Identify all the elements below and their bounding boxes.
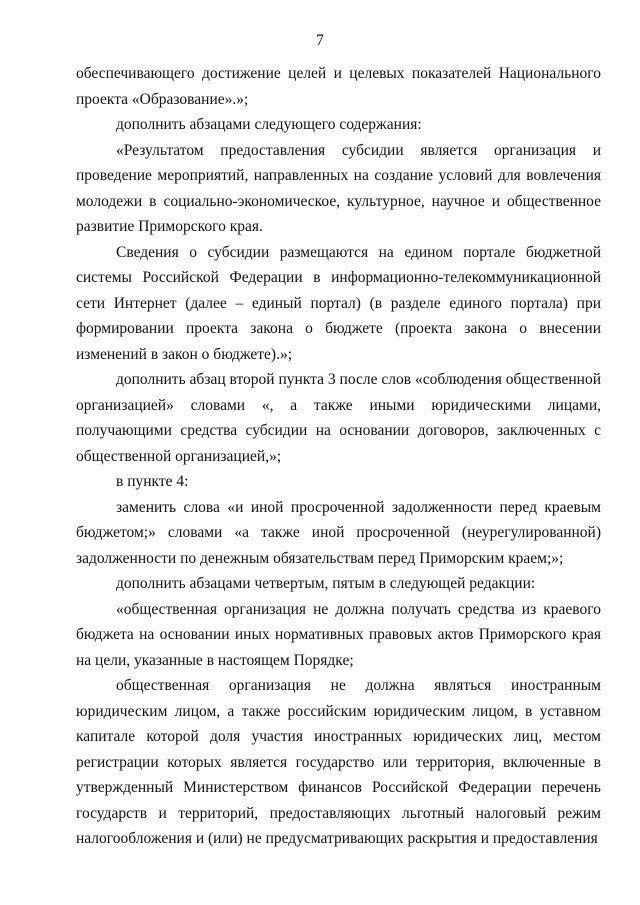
paragraph: Сведения о субсидии размещаются на едином портале бюджетной системы Российской Федерации в информационно-телекоммуникационной сети Интернет (далее – единый портал) (в разделе единого портала) при формировании проекта закона о бюджете (проекта закона о внесении изменений в закон о бюджете).»; — [76, 243, 601, 363]
document-body — [76, 61, 601, 852]
page-number: 7 — [316, 32, 324, 49]
paragraph: заменить слова «и иной просроченной задолженности перед краевым бюджетом;» словами «а также иной просроченной (неурегулированной) задолженности по денежным обязательствам перед Приморским краем;»; — [76, 498, 601, 567]
paragraph: общественная организация не должна являться иностранным юридическим лицом, а также российским юридическим лицом, в уставном капитале которой доля участия иностранных юридических лиц, местом регистрации которых является государство или территория, включенные в утвержденный Министерством финансов Российской Федерации перечень государств и территорий, предоставляющих льготный налоговый режим налогообложения и (или) не предусматривающих раскрытия и предоставления — [76, 677, 601, 847]
paragraph: дополнить абзацами следующего содержания: — [116, 116, 422, 133]
paragraph: дополнить абзацами четвертым, пятым в следующей редакции: — [116, 575, 536, 592]
paragraph: дополнить абзац второй пункта 3 после слов «соблюдения общественной организацией» словами «, а также иными юридическими лицами, получающими средства субсидии на основании договоров, заключенных с общественной организацией,»; — [76, 371, 601, 465]
paragraph: обеспечивающего достижение целей и целевых показателей Национального проекта «Образование».»; — [76, 65, 601, 108]
paragraph: в пункте 4: — [116, 473, 189, 490]
paragraph: «общественная организация не должна получать средства из краевого бюджета на основании иных нормативных правовых актов Приморского края на цели, указанные в настоящем Порядке; — [76, 600, 601, 669]
paragraph: «Результатом предоставления субсидии является организация и проведение мероприятий, направленных на создание условий для вовлечения молодежи в социально-экономическое, культурное, научное и общественное развитие Приморского края. — [76, 141, 601, 235]
